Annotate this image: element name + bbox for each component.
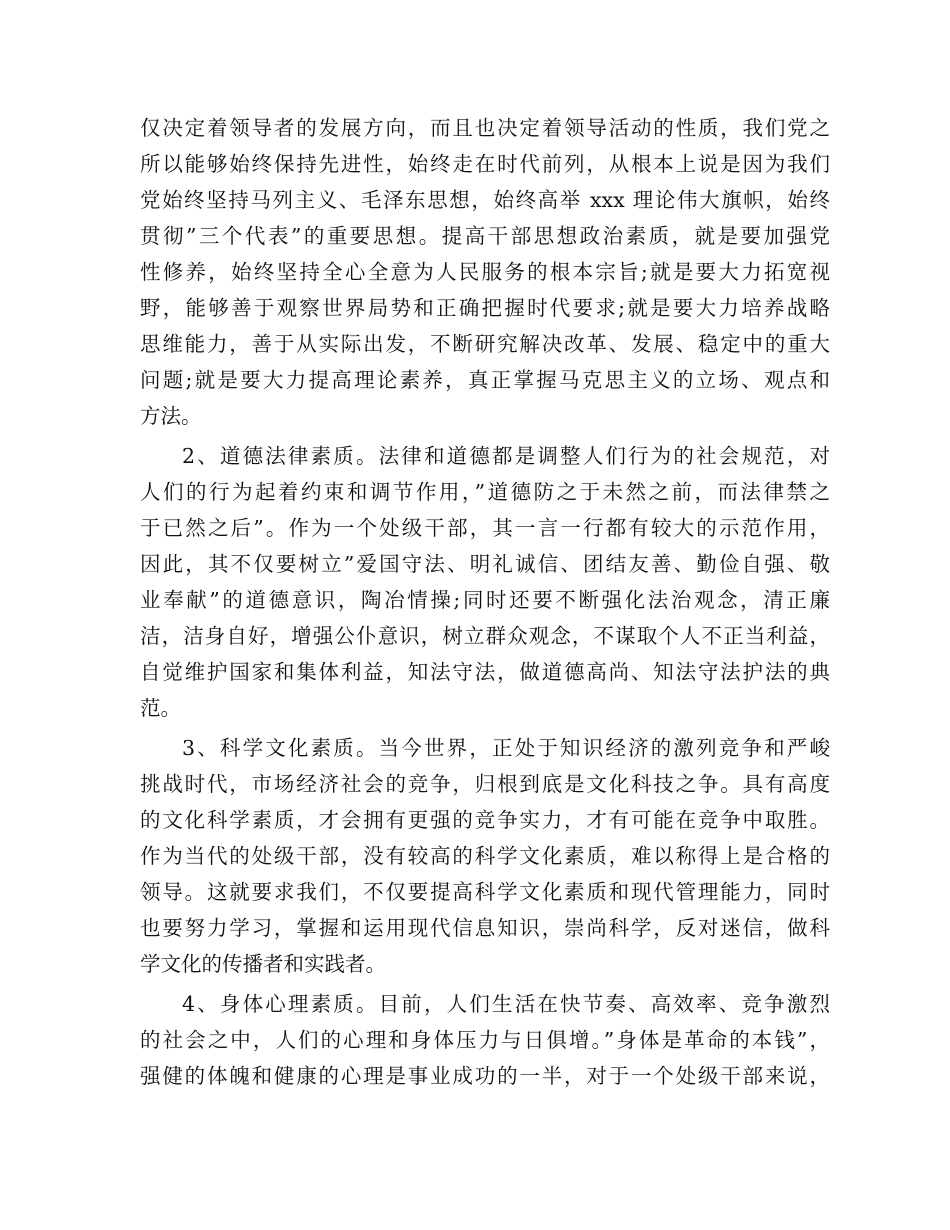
text-line: 洁，洁身自好，增强公仆意识，树立群众观念，不谋取个人不正当利益，	[140, 624, 830, 648]
paragraph-4	[140, 986, 830, 1094]
text-line: 强健的体魄和健康的心理是事业成功的一半，对于一个处级干部来说，	[140, 1064, 830, 1088]
text-line: 问题;就是要大力提高理论素养，真正掌握马克思主义的立场、观点和	[140, 368, 830, 392]
paragraph-2	[140, 438, 830, 726]
text-line: 野，能够善于观察世界局势和正确把握时代要求;就是要大力培养战略	[140, 296, 830, 320]
text-line: 思维能力，善于从实际出发，不断研究解决改革、发展、稳定中的重大	[140, 332, 830, 356]
text-line: 所以能够始终保持先进性，始终走在时代前列，从根本上说是因为我们	[140, 152, 830, 176]
text-line: 仅决定着领导者的发展方向，而且也决定着领导活动的性质，我们党之	[140, 116, 830, 140]
text-line: 性修养，始终坚持全心全意为人民服务的根本宗旨;就是要大力拓宽视	[140, 260, 830, 284]
text-line: 学文化的传播者和实践者。	[140, 952, 386, 976]
text-line: 4、身体心理素质。目前，人们生活在快节奏、高效率、竞争激烈	[182, 992, 830, 1016]
document-page	[140, 110, 830, 1098]
text-line: 党始终坚持马列主义、毛泽东思想，始终高举 xxx 理论伟大旗帜，始终	[140, 188, 830, 212]
text-line: 作为当代的处级干部，没有较高的科学文化素质，难以称得上是合格的	[140, 844, 830, 868]
text-line: 方法。	[140, 404, 202, 428]
text-line: 范。	[140, 696, 181, 720]
text-line: 领导。这就要求我们，不仅要提高科学文化素质和现代管理能力，同时	[140, 880, 830, 904]
text-line: 自觉维护国家和集体利益，知法守法，做道德高尚、知法守法护法的典	[140, 660, 830, 684]
text-line: 2、道德法律素质。法律和道德都是调整人们行为的社会规范，对	[182, 444, 830, 468]
text-line: 的文化科学素质，才会拥有更强的竞争实力，才有可能在竞争中取胜。	[140, 808, 830, 832]
text-line: 贯彻”三个代表”的重要思想。提高干部思想政治素质，就是要加强党	[140, 224, 830, 248]
paragraph-1	[140, 110, 830, 434]
text-line: 挑战时代，市场经济社会的竞争，归根到底是文化科技之争。具有高度	[140, 772, 830, 796]
text-line: 于已然之后”。作为一个处级干部，其一言一行都有较大的示范作用，	[140, 516, 830, 540]
text-line: 人们的行为起着约束和调节作用，”道德防之于未然之前，而法律禁之	[140, 480, 830, 504]
text-line: 因此，其不仅要树立”爱国守法、明礼诚信、团结友善、勤俭自强、敬	[140, 552, 830, 576]
paragraph-3	[140, 730, 830, 982]
text-line: 的社会之中，人们的心理和身体压力与日俱增。”身体是革命的本钱”，	[140, 1028, 830, 1052]
text-line: 也要努力学习，掌握和运用现代信息知识，崇尚科学，反对迷信，做科	[140, 916, 830, 940]
text-line: 3、科学文化素质。当今世界，正处于知识经济的激列竞争和严峻	[182, 736, 830, 760]
text-line: 业奉献”的道德意识，陶冶情操;同时还要不断强化法治观念，清正廉	[140, 588, 830, 612]
